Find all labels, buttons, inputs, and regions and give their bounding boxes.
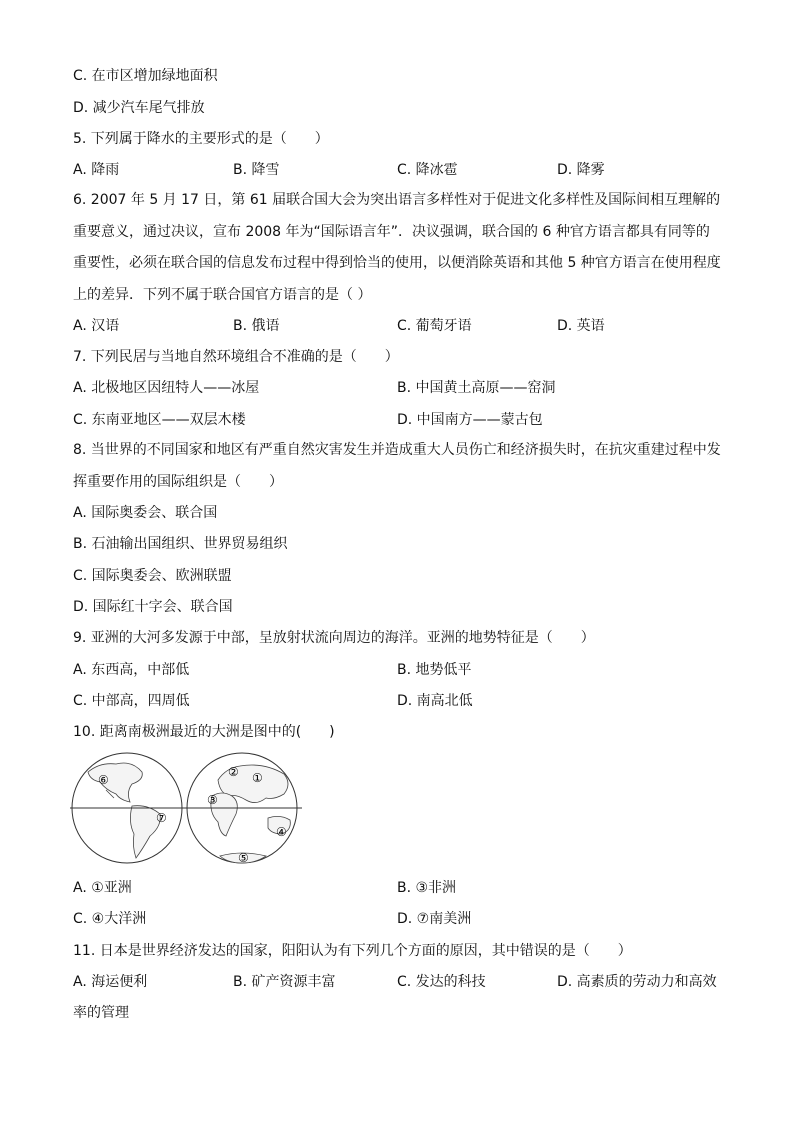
q10-option-d: D. ⑦南美洲	[397, 911, 472, 927]
q4-option-c: C. 在市区增加绿地面积	[73, 68, 218, 84]
q5-option-b: B. 降雪	[233, 162, 280, 178]
q9-stem: 9. 亚洲的大河多发源于中部，呈放射状流向周边的海洋。亚洲的地势特征是（ ）	[73, 630, 595, 646]
q9-option-b: B. 地势低平	[397, 662, 472, 678]
q5-option-c: C. 降冰雹	[397, 162, 458, 178]
q7-stem: 7. 下列民居与当地自然环境组合不准确的是（ ）	[73, 349, 399, 365]
q11-option-a: A. 海运便利	[73, 974, 148, 990]
q11-option-d-continuation: 率的管理	[73, 1005, 129, 1021]
map-label-7: ⑦	[156, 811, 167, 825]
q5-stem: 5. 下列属于降水的主要形式的是（ ）	[73, 131, 329, 147]
map-label-3: ③	[207, 793, 218, 807]
q7-option-d: D. 中国南方——蒙古包	[397, 412, 543, 428]
q5-option-d: D. 降雾	[557, 162, 605, 178]
q8-option-a: A. 国际奥委会、联合国	[73, 505, 218, 521]
q4-option-d: D. 减少汽车尾气排放	[73, 100, 205, 116]
q10-stem: 10. 距离南极洲最近的大洲是图中的( )	[73, 724, 335, 740]
q7-option-b: B. 中国黄土高原——窑洞	[397, 380, 556, 396]
q9-option-c: C. 中部高，四周低	[73, 693, 190, 709]
q6-stem: 6. 2007 年 5 月 17 日，第 61 届联合国大会为突出语言多样性对于促进文化多样性及国际间相互理解的重要意义，通过决议，宣布 2008 年为“国际语言年”．决议强调，联合国的 6 种官方语言都具有同等的重要性，必须在联合国的信息发布过程中得到恰当的使用，以便消除英语和其他 5 种官方语言在使用程度上的差异．下列不属于联合国官方语言的是（ ）	[73, 192, 721, 303]
map-label-4: ④	[276, 825, 287, 839]
map-label-6: ⑥	[98, 773, 109, 787]
q10-option-b: B. ③非洲	[397, 880, 457, 896]
q6-option-c: C. 葡萄牙语	[397, 318, 472, 334]
q6-option-a: A. 汉语	[73, 318, 120, 334]
q9-option-d: D. 南高北低	[397, 693, 473, 709]
q11-option-c: C. 发达的科技	[397, 974, 486, 990]
q6-option-d: D. 英语	[557, 318, 605, 334]
q5-option-a: A. 降雨	[73, 162, 120, 178]
q8-option-d: D. 国际红十字会、联合国	[73, 599, 233, 615]
q8-option-c: C. 国际奥委会、欧洲联盟	[73, 568, 232, 584]
map-label-1: ①	[252, 771, 263, 785]
q9-option-a: A. 东西高，中部低	[73, 662, 190, 678]
q11-option-b: B. 矿产资源丰富	[233, 974, 336, 990]
q11-stem: 11. 日本是世界经济发达的国家，阳阳认为有下列几个方面的原因，其中错误的是（ ）	[73, 943, 632, 959]
world-map-figure	[70, 750, 302, 870]
q10-option-c: C. ④大洋洲	[73, 911, 147, 927]
map-label-2: ②	[228, 765, 239, 779]
q6-option-b: B. 俄语	[233, 318, 280, 334]
q10-option-a: A. ①亚洲	[73, 880, 132, 896]
q8-option-b: B. 石油输出国组织、世界贸易组织	[73, 536, 288, 552]
q11-option-d: D. 高素质的劳动力和高效	[557, 974, 717, 990]
map-label-5: ⑤	[238, 851, 249, 865]
q7-option-c: C. 东南亚地区——双层木楼	[73, 412, 246, 428]
q7-option-a: A. 北极地区因纽特人——冰屋	[73, 380, 260, 396]
q8-stem: 8. 当世界的不同国家和地区有严重自然灾害发生并造成重大人员伤亡和经济损失时，在抗灾重建过程中发挥重要作用的国际组织是（ ）	[73, 442, 721, 490]
